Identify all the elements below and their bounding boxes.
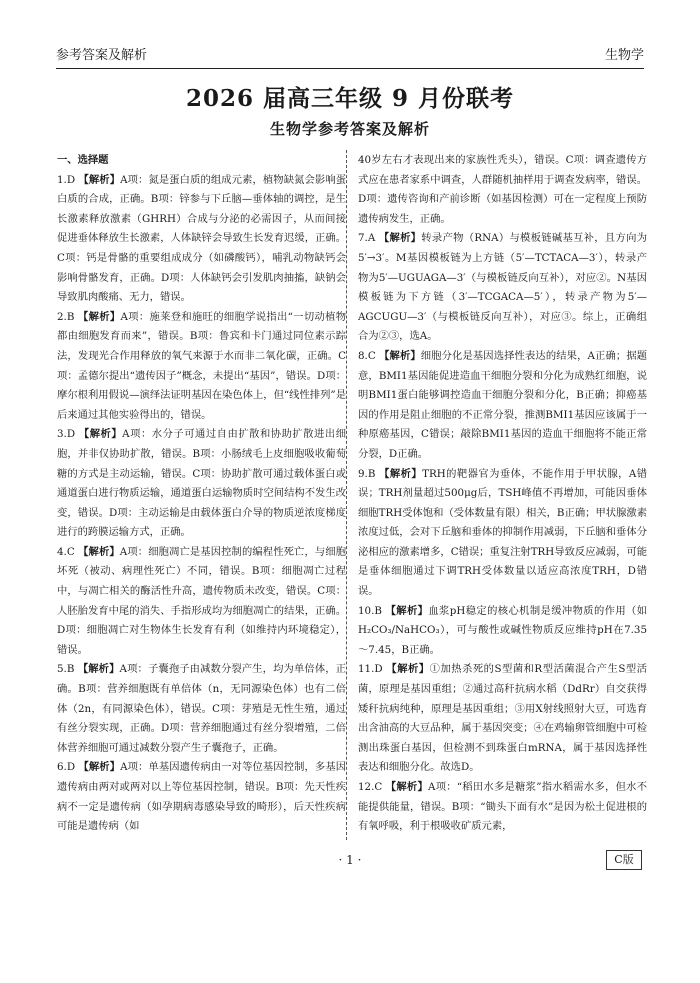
analysis-tag: 【解析】 (386, 663, 430, 676)
answer-item (57, 758, 346, 836)
header-rule (56, 68, 644, 69)
answer-text: ①加热杀死的S型菌和R型活菌混合产生S型活菌，原理是基因重组；②通过高秆抗病水稻（DdRr）自交获得矮秆抗病纯种，原理是基因重组；③用X射线照射大豆，可选育出含油高的大豆品种，属于基因突变；④在鸡输卵管细胞中可检测出珠蛋白基因，但检测不到珠蛋白mRNA，属于基因选择性表达和细胞分化。故选D。 (358, 663, 647, 774)
answer-number: 8.C (358, 349, 376, 362)
analysis-tag: 【解析】 (378, 232, 422, 245)
left-column (57, 151, 346, 837)
analysis-tag: 【解析】 (385, 604, 429, 617)
answer-text: A项：子囊孢子由减数分裂产生，均为单倍体，正确。B项：营养细胞既有单倍体（n，无同源染色体）也有二倍体（2n，有同源染色体），错误。C项：芽殖是无性生殖，通过有丝分裂实现，正确。D项：营养细胞通过有丝分裂增殖，二倍体营养细胞可通过减数分裂产生子囊孢子，正确。 (57, 663, 346, 754)
section-heading: 一、选择题 (57, 154, 109, 166)
answer-number: 7.A (358, 232, 376, 245)
answer-number: 5.B (57, 663, 75, 676)
answer-number: 4.C (57, 545, 75, 558)
answer-item (358, 660, 647, 778)
column-divider (346, 150, 347, 840)
answer-item (57, 543, 346, 661)
answer-text: 血浆pH稳定的核心机制是缓冲物质的作用（如H₂CO₃/NaHCO₃），可与酸性或碱性物质反应维持pH在7.35～7.45，B正确。 (358, 604, 647, 656)
answer-text: 40岁左右才表现出来的家族性秃头），错误。C项：调查遗传方式应在患者家系中调查，人群随机抽样用于调查发病率，错误。D项：遗传咨询和产前诊断（如基因检测）可在一定程度上预防遗传病发生，正确。 (358, 154, 647, 225)
version-badge: C版 (606, 850, 642, 870)
analysis-tag: 【解析】 (379, 349, 421, 362)
answer-text: TRH的靶器官为垂体，不能作用于甲状腺，A错误；TRH剂量超过500μg后，TSH峰值不再增加，可能因垂体细胞TRH受体饱和（受体数量有限）相关，B正确；甲状腺激素浓度过低，会对下丘脑和垂体的抑制作用减弱，下丘脑和垂体分泌相应的激素增多，C错误；重复注射TRH导致反应减弱，可能是垂体细胞通过下调TRH受体数量以适应高浓度TRH，D错误。 (358, 467, 648, 598)
analysis-tag: 【解析】 (78, 310, 121, 323)
page-header (56, 40, 644, 64)
answer-text: A项：单基因遗传病由一对等位基因控制，多基因遗传病由两对或两对以上等位基因控制，错误。B项：先天性疾病不一定是遗传病（如孕期病毒感染导致的畸形），后天性疾病可能是遗传病（如 (57, 761, 347, 833)
header-left-text: 参考答案及解析 (56, 48, 148, 63)
answer-item (358, 778, 647, 837)
analysis-tag: 【解析】 (385, 781, 429, 793)
analysis-tag: 【解析】 (78, 428, 123, 441)
answer-number: 10.B (358, 604, 382, 617)
answer-text: 转录产物（RNA）与模板链碱基互补，且方向为5′→3′。M基因模板链为上方链（5′—TCTACA—3′），转录产物为5′—UGUAGA—3′（与模板链反向互补），对应②。N基因模板链为下方链（3′—TCGACA—5′），转录产物为5′—AGCUGU—3′（与模板链反向互补），对应③。综上，正确组合为②③，选A。 (358, 232, 648, 343)
answer-text: A项：细胞凋亡是基因控制的编程性死亡，与细胞坏死（被动、病理性死亡）不同，错误。B项：细胞凋亡过程中，与凋亡相关的酶活性升高，遗传物质未改变，错误。C项：人胚胎发育中尾的消失、手指形成均为细胞凋亡的结果，正确。D项：细胞凋亡对生物体生长发育有利（如维持内环境稳定），错误。 (57, 545, 347, 656)
answer-number: 1.D (57, 173, 76, 186)
answer-text: A项：水分子可通过自由扩散和协助扩散进出细胞，并非仅协助扩散，错误。B项：小肠绒毛上皮细胞吸收葡萄糖的方式是主动运输，错误。C项：协助扩散可通过载体蛋白或通道蛋白进行物质运输，通道蛋白运输物质时空间结构不发生改变，错误。D项：主动运输是由载体蛋白介导的物质逆浓度梯度进行的跨膜运输方式，正确。 (57, 428, 346, 539)
answer-item (358, 465, 647, 602)
answer-text: A项：施莱登和施旺的细胞学说指出“一切动植物都由细胞发育而来”，错误。B项：鲁宾和卡门通过同位素示踪法，发现光合作用释放的氧气来源于水而非二氧化碳，正确。C项：孟德尔提出“遗传因子”概念，未提出“基因”，错误。D项：摩尔根利用假说—演绎法证明基因在染色体上，但“线性排列”是后来通过其他实验得出的，错误。 (57, 310, 347, 421)
answer-number: 3.D (57, 428, 76, 441)
page-subtitle: 生物学参考答案及解析 (269, 120, 430, 138)
answer-text: A项：“稻田水多是糖浆”指水稻需水多，但水不能提供能量，错误。B项：“锄头下面有水”是因为松土促进根的有氧呼吸，利于根吸收矿质元素， (358, 781, 647, 833)
answer-text: A项：氮是蛋白质的组成元素，植物缺氮会影响蛋白质的合成，正确。B项：锌参与下丘脑—垂体轴的调控，是生长激素释放激素（GHRH）合成与分泌的必需因子，从而间接促进垂体释放生长激素，人体缺锌会导致生长发育迟缓，正确。C项：钙是骨骼的重要组成成分（如磷酸钙），哺乳动物缺钙会影响骨骼发育，正确。D项：人体缺钙会引发肌肉抽搐，缺钠会导致肌肉酸痛、无力，错误。 (57, 173, 347, 304)
answer-item (358, 347, 647, 465)
answer-item (57, 425, 346, 543)
header-subject: 生物学 (604, 48, 644, 63)
answer-number: 9.B (358, 467, 376, 480)
page-number: · 1 · (338, 853, 362, 867)
answer-number: 12.C (358, 781, 383, 793)
analysis-tag: 【解析】 (379, 467, 423, 480)
answer-item (57, 308, 346, 426)
page-title: 2026 届高三年级 9 月份联考 (185, 85, 515, 112)
answer-text: 细胞分化是基因选择性表达的结果，A正确；据题意，BMI1基因能促进造血干细胞分裂和分化为成熟红细胞，说明BMI1蛋白能够调控造血干细胞分裂和分化，B正确；抑癌基因的作用是阻止细胞的不正常分裂，推测BMI1基因应该属于一种原癌基因，C错误；敲除BMI1基因的造血干细胞将不能正常分裂，D正确。 (358, 349, 648, 460)
answer-item (358, 151, 647, 229)
analysis-tag: 【解析】 (78, 545, 120, 558)
answer-number: 11.D (358, 663, 383, 676)
answer-item (358, 229, 647, 347)
analysis-tag: 【解析】 (78, 761, 121, 774)
answer-item (358, 602, 647, 661)
answer-number: 2.B (57, 310, 75, 323)
answer-item (57, 660, 346, 758)
right-column (358, 151, 647, 837)
analysis-tag: 【解析】 (77, 663, 120, 676)
analysis-tag: 【解析】 (78, 173, 121, 186)
answer-item (57, 171, 346, 308)
answer-number: 6.D (57, 761, 76, 774)
